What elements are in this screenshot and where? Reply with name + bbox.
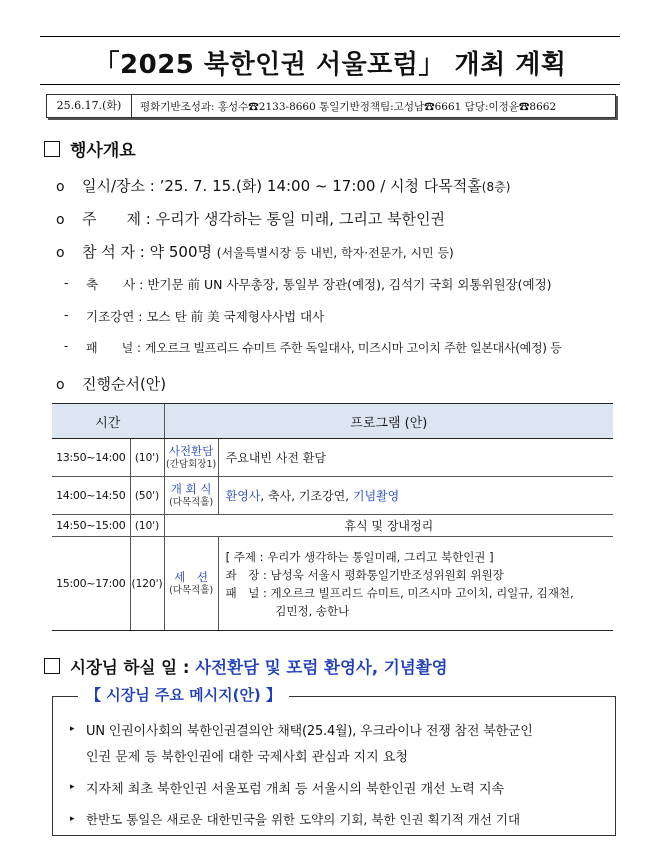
- sub-item-value: 반기문 前 UN 사무총장, 통일부 장관(예정), 김석기 국회 외통위원장(예정): [147, 277, 552, 292]
- table-header-time: 시간: [52, 404, 164, 439]
- row-program: 주요내빈 사전 환담: [218, 439, 613, 477]
- table-row: [52, 439, 613, 477]
- attendees-value: 약 500명: [149, 243, 213, 261]
- message-text: 지자체 최초 북한인권 서울포럼 개최 등 서울시의 북한인권 개선 노력 지속: [86, 782, 505, 797]
- table-row: [52, 477, 613, 515]
- order-label: 진행순서(안): [82, 375, 167, 393]
- section-box-icon: [44, 141, 60, 157]
- bullet-icon: o: [56, 179, 65, 195]
- mayor-role-label: 시장님 하실 일 :: [70, 658, 190, 677]
- table-row: [52, 537, 613, 631]
- row-duration: (10'): [130, 515, 164, 537]
- page-title: 「2025 북한인권 서울포럼」 개최 계획: [93, 50, 567, 80]
- message-item: [70, 720, 533, 739]
- row-program: [218, 537, 613, 631]
- row-duration: (10'): [130, 439, 164, 477]
- activity-name: 세 션: [174, 569, 208, 584]
- program-photo: 기념촬영: [352, 489, 400, 503]
- datetime-note: (8층): [481, 180, 511, 194]
- row-duration: (120'): [130, 537, 164, 631]
- section-heading-text: 행사개요: [70, 141, 136, 161]
- row-time: 13:50~14:00: [52, 439, 130, 477]
- row-time: 15:00~17:00: [52, 537, 130, 631]
- section-box-icon: [44, 658, 60, 674]
- bullet-icon: o: [56, 377, 65, 393]
- overview-datetime: [56, 175, 510, 196]
- attendees-note: (서울특별시장 등 내빈, 학자·전문가, 시민 등): [216, 246, 454, 260]
- overview-theme: [56, 208, 445, 229]
- theme-label: 주 제 :: [82, 210, 151, 228]
- activity-name: 사전환담: [168, 443, 214, 458]
- row-program: 휴식 및 장내정리: [164, 515, 613, 537]
- sub-item-panel: [64, 339, 561, 356]
- activity-location: (다목적홀): [169, 496, 214, 508]
- row-activity: [164, 477, 218, 515]
- datetime-value: ’25. 7. 15.(화) 14:00 ~ 17:00 / 시청 다목적홀: [159, 177, 482, 195]
- program-table: [52, 403, 613, 631]
- sub-item-value: 모스 탄 前 美 국제형사사법 대사: [146, 309, 325, 324]
- row-time: 14:00~14:50: [52, 477, 130, 515]
- sub-item-value: 게오르크 빌프리드 슈미트 주한 독일대사, 미즈시마 고이치 주한 일본대사(예정) 등: [144, 341, 562, 355]
- bullet-icon: o: [56, 212, 65, 228]
- theme-value: 우리가 생각하는 통일 미래, 그리고 북한인권: [155, 210, 446, 228]
- table-row: [52, 515, 613, 537]
- sub-item-congratulations: [64, 275, 552, 293]
- dash-icon: -: [64, 307, 69, 322]
- bullet-icon: o: [56, 245, 65, 261]
- document-date: 25.6.17.(화): [47, 95, 132, 117]
- row-activity: [164, 537, 218, 631]
- triangle-bullet-icon: ▸: [70, 724, 75, 734]
- program-middle: , 축사, 기조강연,: [260, 489, 353, 503]
- session-panel-cont: 김민정, 송한나: [225, 603, 350, 618]
- message-item-cont: [86, 746, 408, 765]
- overview-attendees: [56, 241, 454, 262]
- meta-bar: [46, 94, 616, 118]
- message-item: [70, 778, 504, 797]
- message-text: 인권 문제 등 북한인권에 대한 국제사회 관심과 지지 요청: [86, 750, 408, 765]
- session-chair: 좌 장 : 남성욱 서울시 평화통일기반조성위원회 위원장: [225, 567, 504, 582]
- title-top-rule: [40, 36, 620, 37]
- sub-item-label: 축 사 :: [86, 277, 144, 292]
- row-time: 14:50~15:00: [52, 515, 130, 537]
- session-panel: 패 널 : 게오르크 빌프리드 슈미트, 미즈시마 고이치, 리일규, 김재천,: [225, 585, 574, 600]
- title-bottom-rule: [40, 84, 620, 85]
- message-text: UN 인권이사회의 북한인권결의안 채택(25.4월), 우크라이나 전쟁 참전 북한군인: [86, 724, 533, 739]
- triangle-bullet-icon: ▸: [70, 782, 75, 792]
- message-item: [70, 810, 520, 828]
- contact-info: 평화기반조성과: 홍성수☎2133-8660 통일기반정책팀:고성남☎6661 담당:이정윤☎8662: [140, 100, 557, 113]
- message-box-title: 【 시장님 주요 메시지(안) 】: [78, 684, 289, 705]
- datetime-label: 일시/장소 :: [82, 177, 155, 195]
- section-heading-overview: [44, 136, 136, 161]
- session-theme: [ 주제 : 우리가 생각하는 통일미래, 그리고 북한인권 ]: [225, 549, 494, 564]
- activity-location: (다목적홀): [169, 584, 214, 596]
- overview-order: [56, 373, 166, 394]
- row-program: [218, 477, 613, 515]
- activity-location: (간담회장1): [166, 458, 217, 470]
- table-header-program: 프로그램 (안): [164, 404, 613, 439]
- dash-icon: -: [64, 275, 69, 290]
- sub-item-label: 패 널 :: [86, 341, 142, 355]
- table-header-row: [52, 404, 613, 439]
- sub-item-label: 기조강연 :: [86, 309, 143, 324]
- attendees-label: 참 석 자 :: [82, 243, 145, 261]
- dash-icon: -: [64, 339, 69, 353]
- mayor-role-value: 사전환담 및 포럼 환영사, 기념촬영: [195, 658, 448, 677]
- message-text: 한반도 통일은 새로운 대한민국을 위한 도약의 기회, 북한 인권 획기적 개선 기대: [86, 812, 521, 827]
- program-welcome: 환영사: [225, 489, 261, 503]
- sub-item-keynote: [64, 307, 324, 325]
- row-activity: [164, 439, 218, 477]
- row-duration: (50'): [130, 477, 164, 515]
- section-heading-mayor-role: [44, 654, 448, 678]
- activity-name: 개 회 식: [170, 481, 212, 496]
- triangle-bullet-icon: ▸: [70, 814, 75, 824]
